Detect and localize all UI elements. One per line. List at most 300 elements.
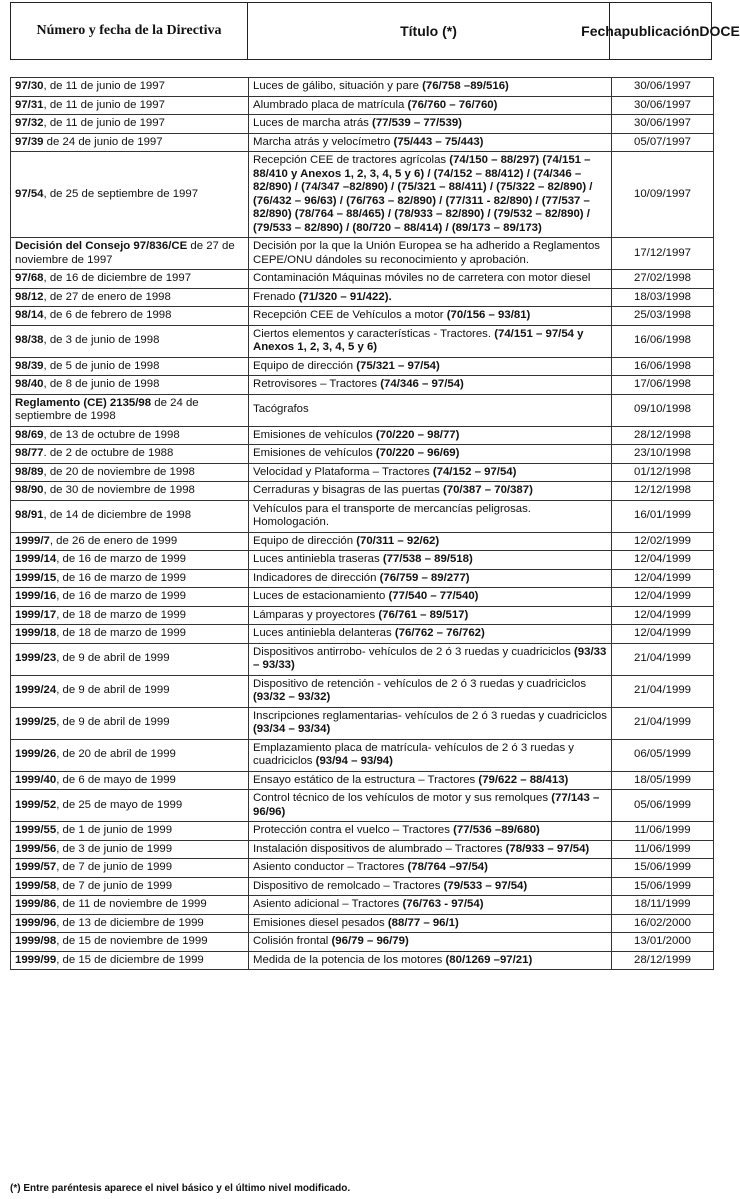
directive-date: , de 8 de junio de 1998 <box>43 378 160 390</box>
directive-title: Luces antiniebla traseras <box>253 553 383 565</box>
directive-number: 1999/57 <box>15 861 57 873</box>
header-pubdate-line2: publicación <box>621 23 700 39</box>
directive-ref-range: (70/311 – 92/62) <box>356 534 440 547</box>
title-cell <box>249 500 612 532</box>
directive-cell <box>11 394 249 426</box>
directive-title: Dispositivo de remolcado – Tractores <box>253 879 444 892</box>
directive-cell <box>11 877 249 896</box>
pubdate-cell: 28/12/1998 <box>612 426 714 445</box>
directive-number: 1999/18 <box>15 627 57 639</box>
pubdate-cell: 21/04/1999 <box>612 707 714 739</box>
table-row <box>11 822 714 841</box>
directive-cell <box>11 96 249 115</box>
pubdate-cell: 30/06/1997 <box>612 78 714 97</box>
directive-date: de 27 de noviembre de 1997 <box>15 240 235 266</box>
pubdate-cell: 05/07/1997 <box>612 133 714 152</box>
directive-cell <box>11 625 249 644</box>
directive-number: Reglamento (CE) 2135/98 <box>15 396 152 409</box>
directive-title: Velocidad y Plataforma – Tractores <box>253 465 433 478</box>
directive-title: Emisiones de vehículos <box>253 428 376 441</box>
directive-date: , de 14 de diciembre de 1998 <box>43 509 192 522</box>
directives-table-body <box>11 78 714 970</box>
directive-number: 1999/58 <box>15 879 57 892</box>
directive-cell <box>11 739 249 771</box>
table-row <box>11 606 714 625</box>
title-cell <box>249 933 612 952</box>
directive-ref-range: (77/540 – 77/540) <box>388 590 479 602</box>
pubdate-cell: 05/06/1999 <box>612 790 714 822</box>
directive-ref-range: (76/758 –89/516) <box>422 80 509 92</box>
directive-title: Emisiones de vehículos <box>253 447 376 459</box>
directive-date: , de 30 de noviembre de 1998 <box>43 484 195 496</box>
directive-date: , de 15 de noviembre de 1999 <box>56 935 208 947</box>
title-cell <box>249 482 612 501</box>
table-row <box>11 877 714 896</box>
table-row <box>11 78 714 97</box>
directive-ref-range: (93/94 – 93/94) <box>315 755 393 767</box>
title-cell <box>249 569 612 588</box>
directive-cell <box>11 270 249 289</box>
directive-ref-range: (79/533 – 97/54) <box>443 879 528 892</box>
directive-title: Decisión por la que la Unión Europea se ha adherido a Reglamentos CEPE/ONU dándoles su reconocimiento y aprobación. <box>253 240 601 266</box>
title-cell <box>249 840 612 859</box>
title-cell <box>249 643 612 675</box>
directive-date: , de 3 de junio de 1998 <box>43 334 160 347</box>
pubdate-cell: 12/04/1999 <box>612 625 714 644</box>
title-cell <box>249 896 612 915</box>
directive-cell <box>11 482 249 501</box>
directive-number: 1999/26 <box>15 748 57 761</box>
directive-cell <box>11 115 249 134</box>
directive-ref-range: (88/77 – 96/1) <box>387 916 459 929</box>
directive-number: 1999/96 <box>15 916 57 929</box>
title-cell <box>249 463 612 482</box>
directive-date: , de 16 de diciembre de 1997 <box>43 272 192 284</box>
table-header <box>10 2 740 60</box>
directive-title: Tacógrafos <box>253 403 309 416</box>
directive-ref-range: (77/143 – 96/96) <box>253 792 600 818</box>
pubdate-cell: 30/06/1997 <box>612 96 714 115</box>
directive-number: 1999/56 <box>15 842 57 855</box>
title-cell <box>249 78 612 97</box>
directive-ref-range: (80/1269 –97/21) <box>445 953 533 966</box>
table-row <box>11 840 714 859</box>
table-row <box>11 325 714 357</box>
directive-cell <box>11 707 249 739</box>
table-row <box>11 739 714 771</box>
directive-title: Asiento adicional – Tractores <box>253 898 403 910</box>
directive-number: 1999/16 <box>15 590 57 602</box>
title-cell <box>249 707 612 739</box>
directive-number: 1999/7 <box>15 534 50 547</box>
header-pubdate-line3: DOCE <box>699 23 740 39</box>
directive-date: , de 18 de marzo de 1999 <box>56 608 187 621</box>
directive-title: Instalación dispositivos de alumbrado – Tractores <box>253 842 506 855</box>
directive-title: Dispositivo de retención - vehículos de 2 ó 3 ruedas y cuadriciclos <box>253 677 587 690</box>
directive-ref-range: (74/150 – 88/297) (74/151 – 88/410 y Anexos 1, 2, 3, 4, 5 y 6) / (74/152 – 88/412) / (74/346 – 82/890) / (74/347 –82/890) / (75/321 – 88/411) / (75/322 – 82/890) / (76/432 – 96/63) / (76/763 – 82/890) / (77/311 - 82/890) / (77/537 – 82/890) (78/764 – 88/465) / (78/933 – 82/890) / (79/532 – 82/890) / (79/533 – 82/890) / (80/720 – 88/414) / (89/173 – 89/173) <box>253 154 593 234</box>
directive-number: 97/54 <box>15 187 44 200</box>
title-cell <box>249 625 612 644</box>
directive-title: Dispositivos antirrobo- vehículos de 2 ó 3 ruedas y cuadriciclos <box>253 645 574 658</box>
title-cell <box>249 551 612 570</box>
header-pubdate <box>581 3 740 59</box>
directive-cell <box>11 532 249 551</box>
directive-title: Equipo de dirección <box>253 534 357 547</box>
directive-number: 98/14 <box>15 309 44 321</box>
directive-cell <box>11 914 249 933</box>
directive-date: , de 6 de mayo de 1999 <box>56 773 176 786</box>
directive-cell <box>11 551 249 570</box>
table-row <box>11 551 714 570</box>
pubdate-cell: 12/04/1999 <box>612 569 714 588</box>
directive-title: Alumbrado placa de matrícula <box>253 98 408 111</box>
directive-date: , de 13 de octubre de 1998 <box>43 428 180 441</box>
directive-cell <box>11 500 249 532</box>
directive-cell <box>11 307 249 326</box>
directive-date: , de 20 de noviembre de 1998 <box>43 465 195 478</box>
directive-title: Control técnico de los vehículos de motor y sus remolques <box>253 792 552 804</box>
pubdate-cell: 12/12/1998 <box>612 482 714 501</box>
header-pubdate-line1: Fecha <box>581 23 622 39</box>
pubdate-cell: 27/02/1998 <box>612 270 714 289</box>
table-row <box>11 376 714 395</box>
table-row <box>11 426 714 445</box>
directive-cell <box>11 357 249 376</box>
directive-date: , de 9 de abril de 1999 <box>56 716 170 729</box>
directive-cell <box>11 933 249 952</box>
directive-ref-range: (74/152 – 97/54) <box>432 465 517 478</box>
directive-ref-range: (76/759 – 89/277) <box>379 571 470 584</box>
directive-cell <box>11 675 249 707</box>
directive-ref-range: (70/156 – 93/81) <box>446 309 531 321</box>
directive-cell <box>11 896 249 915</box>
directive-number: 1999/52 <box>15 798 57 811</box>
directive-number: 1999/86 <box>15 898 57 910</box>
directive-date: , de 16 de marzo de 1999 <box>56 553 187 565</box>
directive-title: Asiento conductor – Tractores <box>253 861 408 873</box>
directive-title: Emplazamiento placa de matrícula- vehículos de 2 ó 3 ruedas y cuadriciclos <box>253 741 575 767</box>
directive-cell <box>11 951 249 970</box>
directive-ref-range: (74/151 – 97/54 y Anexos 1, 2, 3, 4, 5 y 6) <box>253 327 584 353</box>
directive-title: Lámparas y proyectores <box>253 608 379 621</box>
directive-title: Indicadores de dirección <box>253 571 380 584</box>
directive-cell <box>11 643 249 675</box>
directive-cell <box>11 463 249 482</box>
directive-title: Luces antiniebla delanteras <box>253 627 395 639</box>
directive-number: 98/89 <box>15 465 44 478</box>
directive-number: 1999/40 <box>15 773 57 786</box>
title-cell <box>249 739 612 771</box>
title-cell <box>249 96 612 115</box>
pubdate-cell: 15/06/1999 <box>612 859 714 878</box>
title-cell <box>249 675 612 707</box>
title-cell <box>249 376 612 395</box>
directive-ref-range: (74/346 – 97/54) <box>380 378 464 390</box>
title-cell <box>249 357 612 376</box>
directive-ref-range: (77/536 –89/680) <box>453 824 540 836</box>
directive-date: , de 1 de junio de 1999 <box>56 824 173 836</box>
directive-ref-range: (70/387 – 70/387) <box>442 484 533 496</box>
pubdate-cell: 12/04/1999 <box>612 606 714 625</box>
title-cell <box>249 859 612 878</box>
directive-number: 98/40 <box>15 378 44 390</box>
directive-cell <box>11 606 249 625</box>
pubdate-cell: 12/02/1999 <box>612 532 714 551</box>
table-row <box>11 133 714 152</box>
directive-date: , de 5 de junio de 1998 <box>43 359 160 372</box>
title-cell <box>249 606 612 625</box>
directive-title: Luces de marcha atrás <box>253 117 373 129</box>
directive-number: 97/32 <box>15 117 44 129</box>
directive-cell <box>11 569 249 588</box>
header-directive: Número y fecha de la Directiva <box>11 3 248 59</box>
directive-date: , de 25 de mayo de 1999 <box>56 798 183 811</box>
pubdate-cell: 16/01/1999 <box>612 500 714 532</box>
directive-number: 1999/23 <box>15 652 57 665</box>
directive-cell <box>11 376 249 395</box>
table-row <box>11 357 714 376</box>
directive-ref-range: (77/538 – 89/518) <box>382 553 473 565</box>
pubdate-cell: 17/12/1997 <box>612 238 714 270</box>
title-cell <box>249 133 612 152</box>
pubdate-cell: 21/04/1999 <box>612 675 714 707</box>
directive-date: , de 26 de enero de 1999 <box>49 534 178 547</box>
pubdate-cell: 16/06/1998 <box>612 357 714 376</box>
directive-ref-range: (71/320 – 91/422). <box>298 290 392 303</box>
directive-ref-range: (78/764 –97/54) <box>407 861 488 873</box>
title-cell <box>249 307 612 326</box>
directive-number: 97/68 <box>15 272 44 284</box>
pubdate-cell: 28/12/1999 <box>612 951 714 970</box>
directive-number: 98/90 <box>15 484 44 496</box>
directive-ref-range: (75/443 – 75/443) <box>393 135 484 148</box>
directive-title: Protección contra el vuelco – Tractores <box>253 824 454 836</box>
title-cell <box>249 877 612 896</box>
pubdate-cell: 18/11/1999 <box>612 896 714 915</box>
table-row <box>11 532 714 551</box>
directive-number: 98/12 <box>15 290 44 303</box>
directive-date: , de 6 de febrero de 1998 <box>43 309 172 321</box>
directive-title: Contaminación Máquinas móviles no de carretera con motor diesel <box>253 272 591 284</box>
table-row <box>11 500 714 532</box>
table-row <box>11 914 714 933</box>
directive-ref-range: (76/761 – 89/517) <box>378 608 469 621</box>
directive-title: Emisiones diesel pesados <box>253 916 388 929</box>
table-row <box>11 933 714 952</box>
directive-title: Recepción CEE de tractores agrícolas <box>253 154 450 166</box>
directive-ref-range: (79/622 – 88/413) <box>478 773 569 786</box>
pubdate-cell: 16/06/1998 <box>612 325 714 357</box>
pubdate-cell: 18/05/1999 <box>612 771 714 790</box>
directive-title: Ensayo estático de la estructura – Tractores <box>253 773 479 786</box>
directive-ref-range: (70/220 – 98/77) <box>375 428 460 441</box>
table-row <box>11 707 714 739</box>
directive-cell <box>11 426 249 445</box>
table-row <box>11 96 714 115</box>
directive-number: 1999/55 <box>15 824 57 836</box>
directive-cell <box>11 325 249 357</box>
directive-date: , de 3 de junio de 1999 <box>56 842 173 855</box>
title-cell <box>249 238 612 270</box>
pubdate-cell: 16/02/2000 <box>612 914 714 933</box>
directive-ref-range: (77/539 – 77/539) <box>372 117 462 129</box>
pubdate-cell: 13/01/2000 <box>612 933 714 952</box>
pubdate-cell: 10/09/1997 <box>612 152 714 238</box>
directive-title: Colisión frontal <box>253 935 332 947</box>
directive-ref-range: (96/79 – 96/79) <box>331 935 409 947</box>
directive-number: 1999/15 <box>15 571 57 584</box>
title-cell <box>249 426 612 445</box>
directive-number: 1999/24 <box>15 684 57 697</box>
pubdate-cell: 09/10/1998 <box>612 394 714 426</box>
directive-cell <box>11 588 249 607</box>
directive-date: de 24 de junio de 1997 <box>43 135 163 148</box>
directive-cell <box>11 790 249 822</box>
directive-date: , de 7 de junio de 1999 <box>56 879 173 892</box>
table-row <box>11 790 714 822</box>
directive-title: Cerraduras y bisagras de las puertas <box>253 484 443 496</box>
directive-date: , de 11 de noviembre de 1999 <box>56 898 207 910</box>
directive-cell <box>11 840 249 859</box>
title-cell <box>249 394 612 426</box>
directive-ref-range: (78/933 – 97/54) <box>505 842 590 855</box>
directive-date: , de 9 de abril de 1999 <box>56 652 170 665</box>
directive-ref-range: (75/321 – 97/54) <box>356 359 440 372</box>
directive-title: Marcha atrás y velocímetro <box>253 135 394 148</box>
table-row <box>11 270 714 289</box>
pubdate-cell: 15/06/1999 <box>612 877 714 896</box>
directive-date: , de 16 de marzo de 1999 <box>56 590 187 602</box>
title-cell <box>249 115 612 134</box>
directive-date: , de 11 de junio de 1997 <box>43 98 165 111</box>
directive-title: Recepción CEE de Vehículos a motor <box>253 309 447 321</box>
directive-ref-range: (76/762 – 76/762) <box>394 627 485 639</box>
table-row <box>11 288 714 307</box>
table-row <box>11 771 714 790</box>
directive-number: 98/69 <box>15 428 44 441</box>
directive-cell <box>11 152 249 238</box>
table-row <box>11 675 714 707</box>
directive-ref-range: (76/760 – 76/760) <box>407 98 498 111</box>
table-row <box>11 951 714 970</box>
directive-number: 97/39 <box>15 135 44 148</box>
directive-title: Frenado <box>253 290 299 303</box>
pubdate-cell: 21/04/1999 <box>612 643 714 675</box>
table-row <box>11 307 714 326</box>
directive-title: Vehículos para el transporte de mercancías peligrosas. Homologación. <box>253 502 531 528</box>
directive-date: , de 11 de junio de 1997 <box>43 80 165 92</box>
directive-number: 1999/98 <box>15 935 57 947</box>
pubdate-cell: 06/05/1999 <box>612 739 714 771</box>
title-cell <box>249 288 612 307</box>
table-row <box>11 588 714 607</box>
directive-cell <box>11 78 249 97</box>
directive-number: 98/77 <box>15 447 44 459</box>
directive-number: 98/91 <box>15 509 44 522</box>
table-row <box>11 445 714 464</box>
table-row <box>11 482 714 501</box>
table-row <box>11 896 714 915</box>
directive-title: Inscripciones reglamentarias- vehículos de 2 ó 3 ruedas y cuadriciclos <box>253 709 607 722</box>
directive-cell <box>11 859 249 878</box>
pubdate-cell: 23/10/1998 <box>612 445 714 464</box>
directive-number: 1999/99 <box>15 953 57 966</box>
table-row <box>11 859 714 878</box>
table-row <box>11 463 714 482</box>
directive-number: 1999/14 <box>15 553 57 565</box>
directive-date: , de 27 de enero de 1998 <box>43 290 171 303</box>
directive-date: . de 2 de octubre de 1988 <box>43 447 174 459</box>
title-cell <box>249 951 612 970</box>
directive-date: , de 7 de junio de 1999 <box>56 861 173 873</box>
directive-date: , de 9 de abril de 1999 <box>56 684 170 697</box>
pubdate-cell: 17/06/1998 <box>612 376 714 395</box>
table-row <box>11 569 714 588</box>
directive-cell <box>11 822 249 841</box>
directive-number: Decisión del Consejo 97/836/CE <box>15 240 188 252</box>
title-cell <box>249 270 612 289</box>
directive-title: Ciertos elementos y características - Tractores. <box>253 327 495 340</box>
directive-number: 98/39 <box>15 359 44 372</box>
directives-table <box>10 77 714 970</box>
directive-title: Luces de estacionamiento <box>253 590 389 602</box>
table-row <box>11 394 714 426</box>
pubdate-cell: 12/04/1999 <box>612 588 714 607</box>
directive-date: , de 15 de diciembre de 1999 <box>56 953 204 966</box>
directive-ref-range: (70/220 – 96/69) <box>375 447 460 459</box>
title-cell <box>249 152 612 238</box>
directive-ref-range: (76/763 - 97/54) <box>402 898 484 910</box>
title-cell <box>249 445 612 464</box>
directive-date: , de 16 de marzo de 1999 <box>56 571 187 584</box>
header-title: Título (*) <box>248 3 610 59</box>
directive-title: Luces de gálibo, situación y pare <box>253 80 423 92</box>
pubdate-cell: 25/03/1998 <box>612 307 714 326</box>
directive-ref-range: (93/32 – 93/32) <box>253 691 331 703</box>
title-cell <box>249 822 612 841</box>
directive-date: , de 25 de septiembre de 1997 <box>43 187 199 200</box>
directive-cell <box>11 445 249 464</box>
title-cell <box>249 914 612 933</box>
table-row <box>11 238 714 270</box>
directive-date: , de 20 de abril de 1999 <box>56 748 176 761</box>
title-cell <box>249 532 612 551</box>
directive-cell <box>11 288 249 307</box>
pubdate-cell: 30/06/1997 <box>612 115 714 134</box>
table-row <box>11 152 714 238</box>
directive-number: 98/38 <box>15 334 44 347</box>
table-row <box>11 625 714 644</box>
directive-cell <box>11 133 249 152</box>
directive-number: 1999/25 <box>15 716 57 729</box>
pubdate-cell: 11/06/1999 <box>612 822 714 841</box>
directive-title: Equipo de dirección <box>253 359 357 372</box>
table-row <box>11 115 714 134</box>
title-cell <box>249 771 612 790</box>
directive-title: Retrovisores – Tractores <box>253 378 381 390</box>
directive-ref-range: (93/34 – 93/34) <box>253 723 331 735</box>
directive-cell <box>11 238 249 270</box>
directive-date: , de 13 de diciembre de 1999 <box>56 916 204 929</box>
directive-date: , de 18 de marzo de 1999 <box>56 627 187 639</box>
title-cell <box>249 588 612 607</box>
directive-number: 1999/17 <box>15 608 57 621</box>
directive-number: 97/31 <box>15 98 44 111</box>
directive-date: , de 11 de junio de 1997 <box>43 117 165 129</box>
directive-date: de 24 de septiembre de 1998 <box>15 396 199 422</box>
title-cell <box>249 325 612 357</box>
pubdate-cell: 12/04/1999 <box>612 551 714 570</box>
